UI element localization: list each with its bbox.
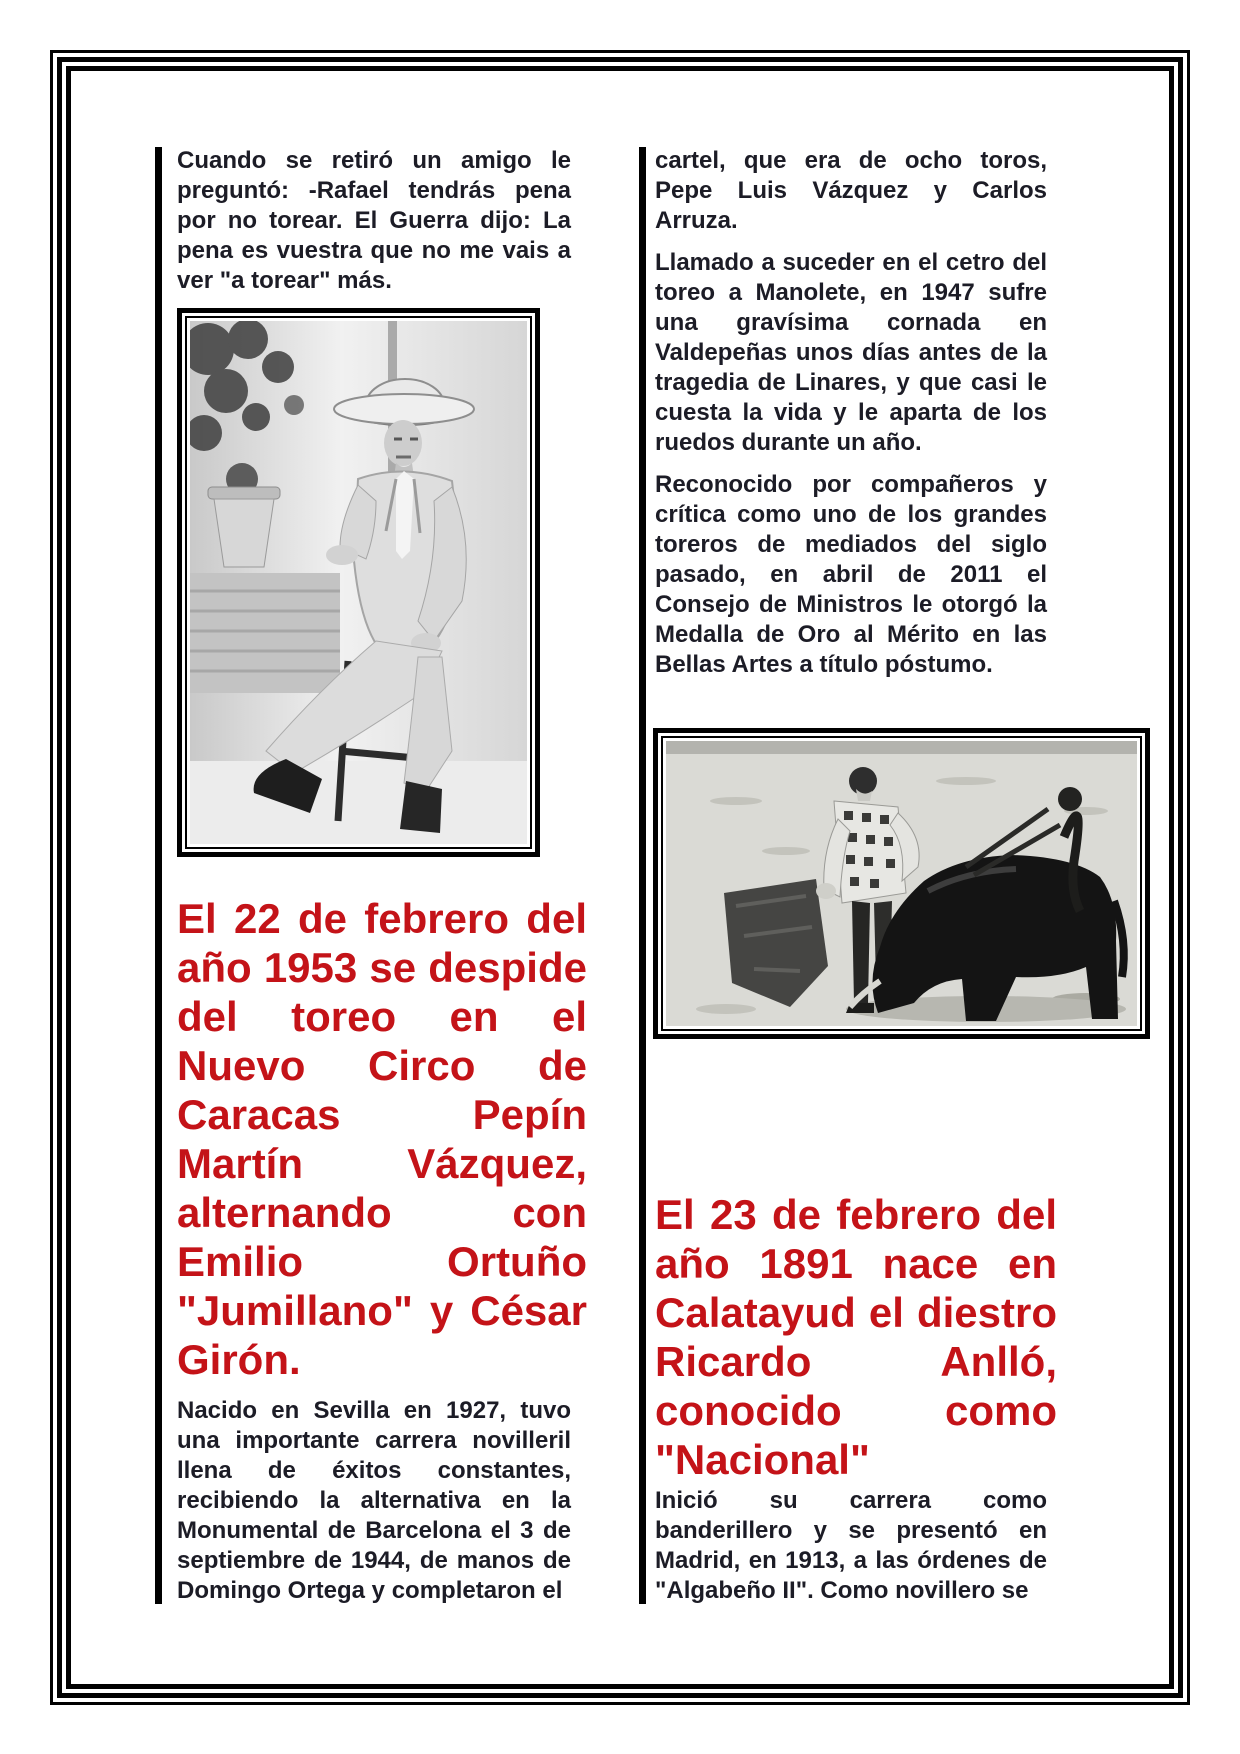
photo-seated-torero	[177, 308, 540, 857]
paragraph-reconocido-medalla: Reconocido por compañeros y crítica como uno de los grandes toreros de mediados del siglo pasado, en abril de 2011 el Consejo de Ministros le otorgó la Medalla de Oro al Mérito en las Bellas Artes a título póstumo.	[655, 471, 1047, 678]
photo1-floor	[190, 761, 527, 844]
bullfight-illustration	[666, 741, 1137, 1026]
photo-bullfight-scene	[653, 728, 1150, 1039]
left-column-rule	[155, 147, 162, 1604]
paragraph-inicio-carrera: Inició su carrera como banderillero y se presentó en Madrid, en 1913, a las órdenes de "Algabeño II". Como novillero se	[655, 1487, 1047, 1604]
paragraph-guerra-quote: Cuando se retiró un amigo le preguntó: -Rafael tendrás pena por no torear. El Guerra dijo: La pena es vuestra que no me vais a ver "a torear" más.	[177, 147, 571, 294]
paragraph-llamado-manolete: Llamado a suceder en el cetro del toreo a Manolete, en 1947 sufre una gravísima cornada en Valdepeñas unos días antes de la tragedia de Linares, y que casi le cuesta la vida y le aparta de los ruedos durante un año.	[655, 249, 1047, 456]
shoe-right	[400, 781, 442, 833]
left-hand	[326, 545, 358, 565]
matador-head	[849, 767, 877, 795]
right-column-rule	[639, 147, 646, 1604]
heading-22-febrero-1953: El 22 de febrero del año 1953 se despide del toreo en el Nuevo Circo de Caracas Pepín Martín Vázquez, alternando con Emilio Ortuño "Jumillano" y César Girón.	[177, 895, 587, 1383]
face	[384, 420, 422, 466]
paragraph-cartel: cartel, que era de ocho toros, Pepe Luis Vázquez y Carlos Arruza.	[655, 147, 1047, 234]
heading-23-febrero-1891: El 23 de febrero del año 1891 nace en Calatayud el diestro Ricardo Anlló, conocido como "Nacional"	[655, 1191, 1057, 1483]
photo1-wicker-bench	[190, 573, 340, 693]
hat-brim	[334, 394, 474, 424]
seated-torero-illustration	[190, 321, 527, 844]
paragraph-nacido-sevilla: Nacido en Sevilla en 1927, tuvo una importante carrera novilleril llena de éxitos constantes, recibiendo la alternativa en la Monumental de Barcelona el 3 de septiembre de 1944, de manos de Domingo Ortega y completaron el	[177, 1397, 571, 1604]
banderilla-tassel	[1058, 787, 1082, 811]
photo-bullfight-frame	[661, 736, 1142, 1031]
matador-hand	[816, 883, 836, 899]
photo-seated-torero-frame	[185, 316, 532, 849]
photo2-horizon	[666, 741, 1137, 754]
